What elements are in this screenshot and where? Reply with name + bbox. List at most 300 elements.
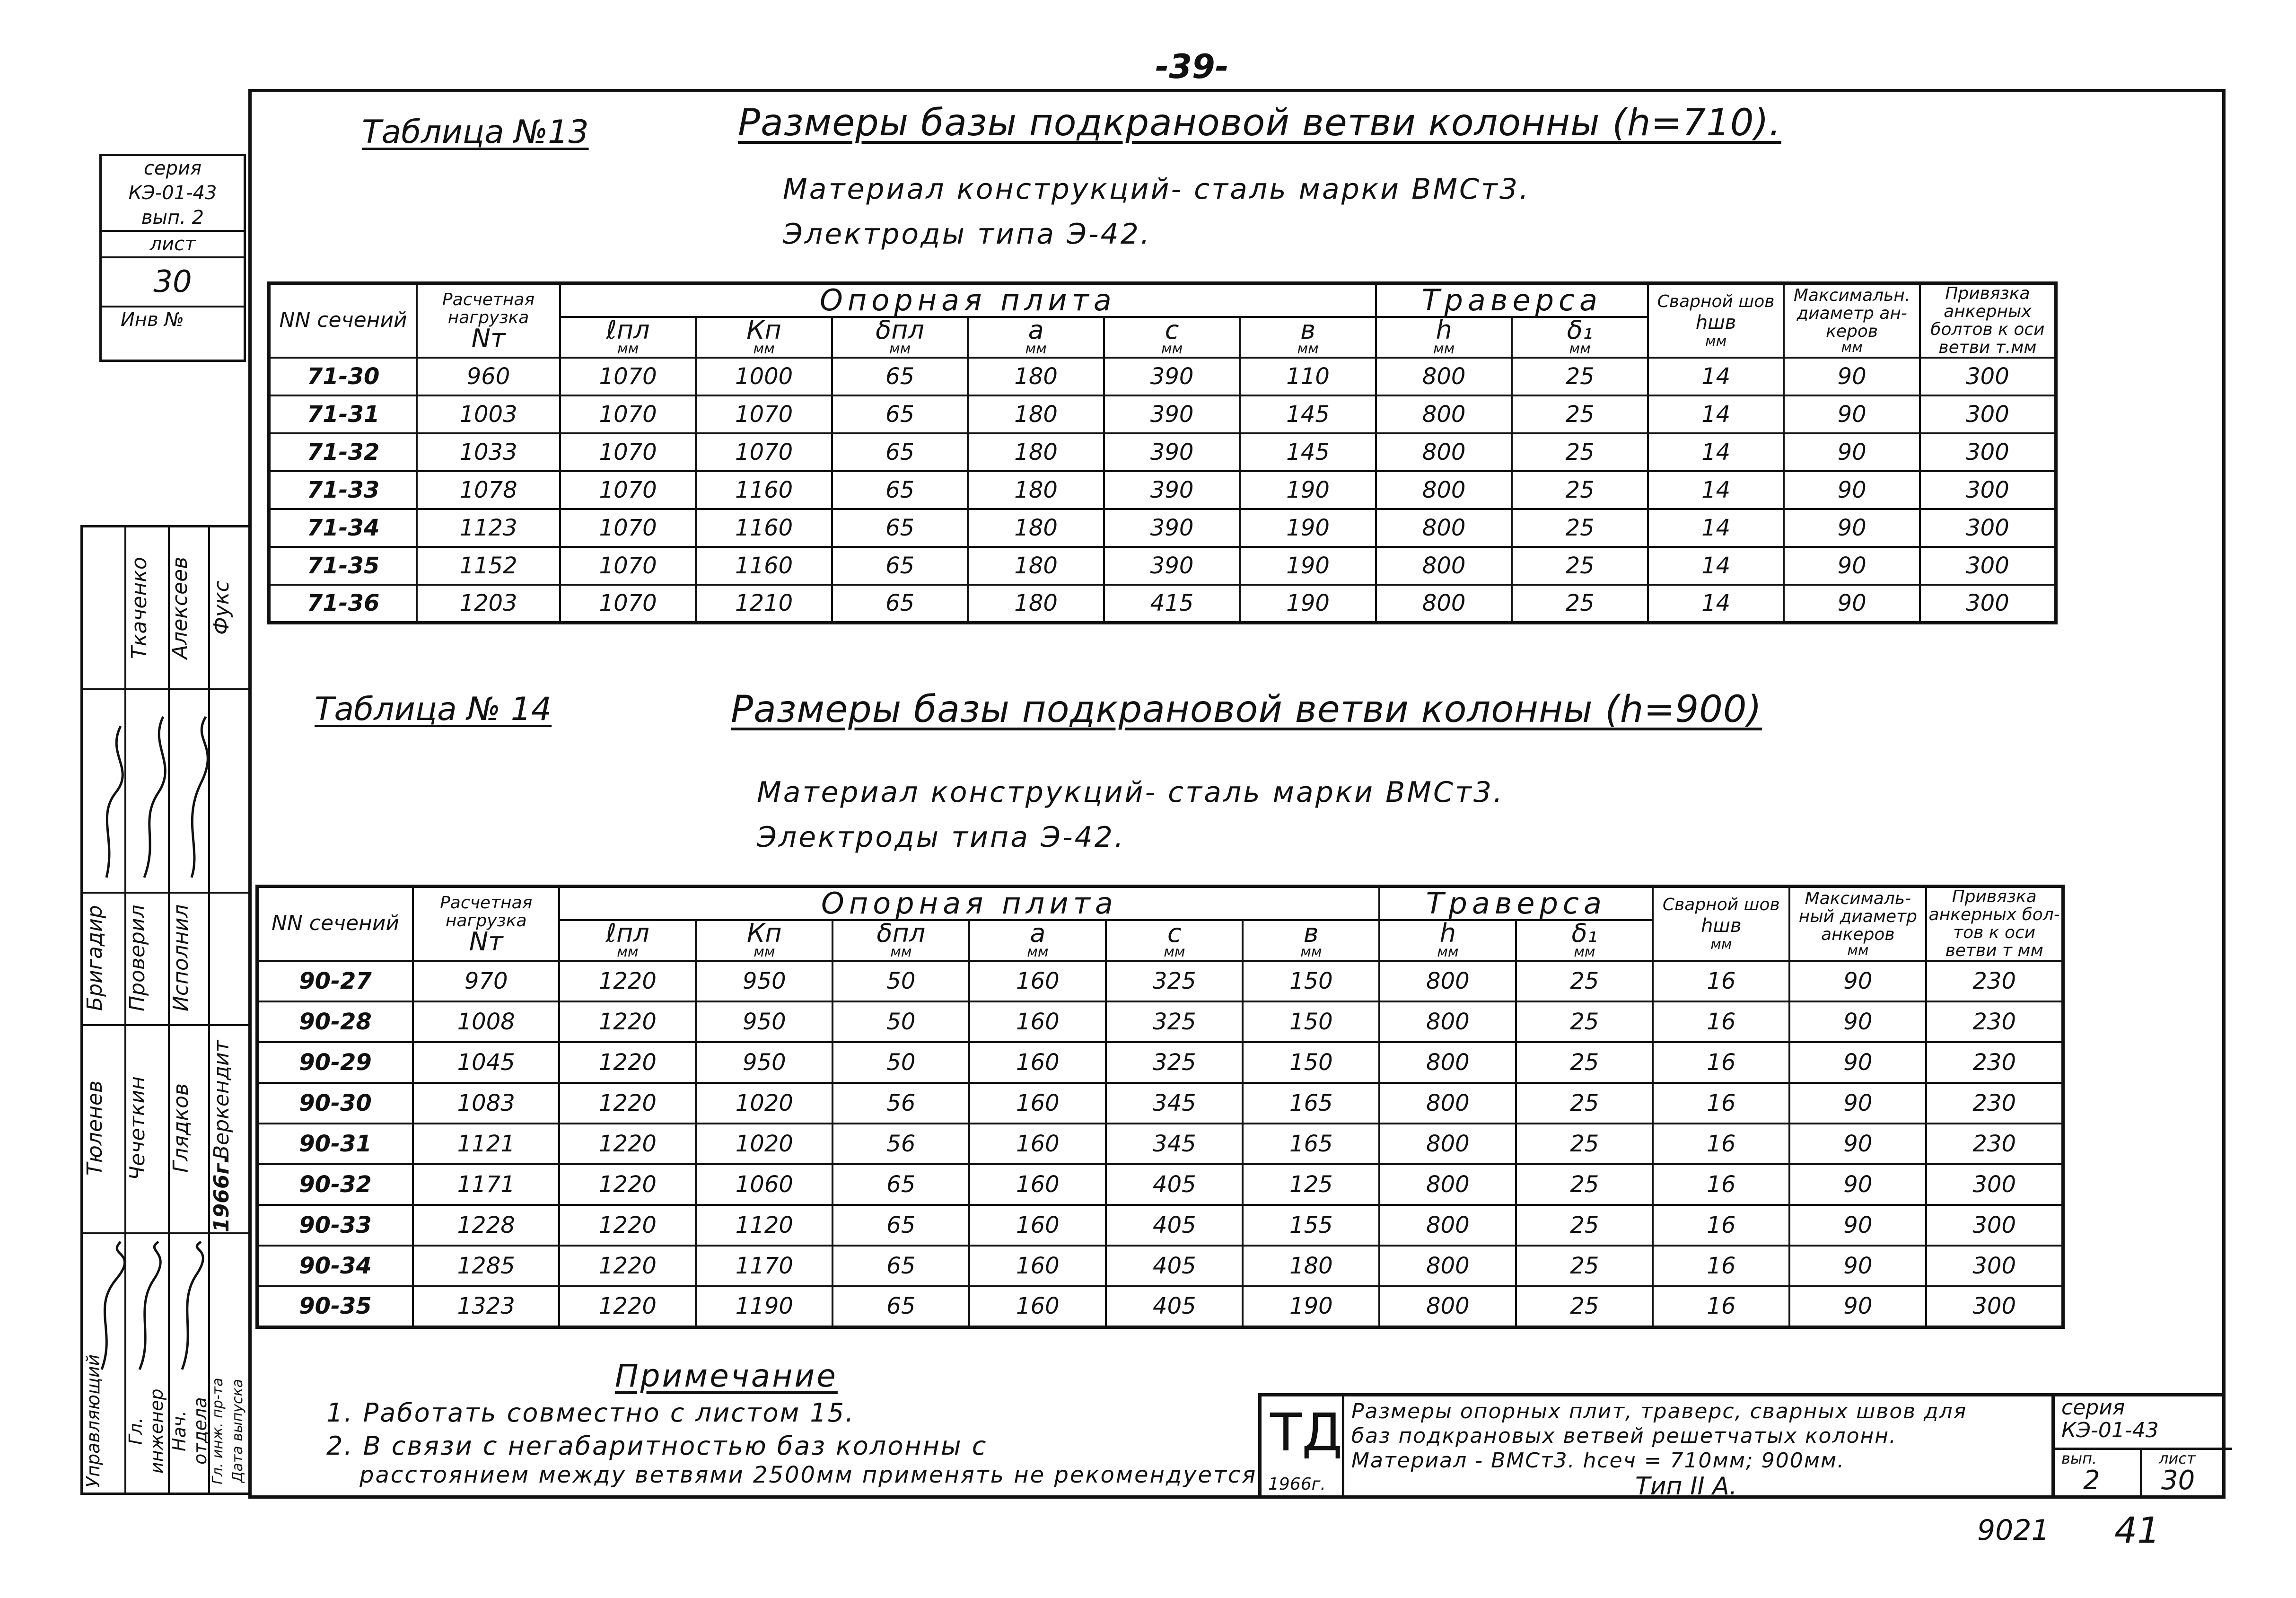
table-cell: 165 [1243, 1124, 1379, 1164]
table-cell: 14 [1648, 509, 1784, 547]
table-cell: 1070 [560, 395, 696, 433]
table-cell: 1060 [696, 1164, 833, 1205]
table-cell: 1070 [560, 509, 696, 547]
t13-h-load-sym: Nт [471, 324, 506, 353]
table-cell: 180 [968, 585, 1104, 623]
table-cell: 345 [1106, 1083, 1243, 1124]
table-row [269, 547, 2056, 585]
t14-subcol-unit-3: мм [1027, 943, 1049, 960]
t14-h-maxd-unit: мм [1847, 942, 1869, 959]
table-cell: 150 [1243, 1001, 1379, 1042]
table-cell: 1070 [696, 395, 832, 433]
table-cell: 90 [1784, 471, 1920, 509]
t14-subcol-sym-3: a [1030, 918, 1046, 948]
t14-h-weld [1653, 887, 1789, 961]
table-cell: 800 [1379, 1001, 1516, 1042]
table-cell: 300 [1920, 395, 2056, 433]
t13-h-plate: Опорная плита [560, 283, 1376, 317]
table-cell: 56 [833, 1124, 969, 1164]
table-cell: 1152 [417, 547, 560, 585]
table-cell: 405 [1106, 1205, 1243, 1246]
table-cell: 56 [833, 1083, 969, 1124]
side-role-proveril: Проверил [125, 904, 149, 1011]
table-cell: 25 [1516, 1205, 1653, 1246]
table-cell: 50 [833, 961, 969, 1001]
table-cell: 71-35 [269, 547, 417, 585]
table-cell: 65 [832, 471, 968, 509]
t13-h-maxd [1784, 283, 1920, 358]
t13-subcol-sym-4: c [1165, 315, 1179, 345]
table13-body [269, 358, 2056, 623]
td-logo [1262, 1396, 1344, 1499]
table-cell: 1210 [696, 585, 832, 623]
t14-subcol-unit-5: мм [1300, 943, 1322, 960]
table-cell: 1070 [560, 471, 696, 509]
table-cell: 1220 [559, 1124, 696, 1164]
t14-h-bind-text: Привязка анкерных бол-тов к оси ветви [1928, 887, 2060, 960]
t13-subcol-unit-1: мм [753, 340, 775, 357]
t14-subcol-sym-0: ℓпл [605, 918, 649, 948]
table-row [257, 1205, 2063, 1246]
t13-h-weld-sym: hшв [1695, 312, 1736, 334]
table-cell: 25 [1512, 547, 1648, 585]
table-cell: 390 [1104, 509, 1240, 547]
table-cell: 800 [1376, 585, 1512, 623]
t14-h-maxd [1789, 887, 1926, 961]
t13-subcol-1 [696, 317, 832, 358]
t14-subcol-2 [833, 920, 969, 961]
table-cell: 14 [1648, 395, 1784, 433]
table-cell: 180 [968, 395, 1104, 433]
table-cell: 90-32 [257, 1164, 413, 1205]
title-type: Тип II А. [1635, 1472, 1737, 1501]
side-role-nach-otdela: Нач. отдела [169, 1397, 210, 1465]
tb-sheet-value: 30 [2161, 1465, 2195, 1496]
table-cell: 1070 [560, 547, 696, 585]
t14-subcol-1 [696, 920, 833, 961]
side-role-data: Дата выпуска [229, 1379, 246, 1483]
t14-subcol-5 [1243, 920, 1379, 961]
t14-subcol-unit-6: мм [1437, 943, 1459, 960]
table-cell: 970 [413, 961, 559, 1001]
table-cell: 90 [1784, 433, 1920, 471]
table14-body [257, 961, 2063, 1327]
table-cell: 65 [832, 395, 968, 433]
table-cell: 1190 [696, 1286, 833, 1327]
table-cell: 190 [1240, 471, 1376, 509]
tb-series [2061, 1396, 2159, 1442]
table-cell: 71-31 [269, 395, 417, 433]
table-row [257, 1001, 2063, 1042]
table-cell: 800 [1376, 547, 1512, 585]
table-cell: 25 [1516, 1246, 1653, 1286]
table-cell: 1220 [559, 1164, 696, 1205]
table-cell: 180 [968, 358, 1104, 395]
side-signatures-lower [88, 1237, 244, 1379]
table-cell: 71-30 [269, 358, 417, 395]
title-block [1258, 1393, 2226, 1499]
table-cell: 300 [1926, 1246, 2063, 1286]
table-cell: 300 [1920, 509, 2056, 547]
table-cell: 160 [969, 1083, 1106, 1124]
note-2: 2. В связи с негабаритностью баз колонны с [326, 1431, 988, 1461]
t13-h-traverse: Траверса [1376, 283, 1648, 317]
table14-material: Материал конструкций- сталь марки ВМСт3. [757, 776, 1505, 809]
table-cell: 230 [1926, 1124, 2063, 1164]
side-name-chechetkin: Чечеткин [125, 1076, 149, 1180]
table-cell: 1160 [696, 547, 832, 585]
table-cell: 800 [1376, 471, 1512, 509]
table-cell: 300 [1920, 547, 2056, 585]
t13-subcol-sym-7: δ₁ [1567, 315, 1593, 345]
table-cell: 1120 [696, 1205, 833, 1246]
t13-subcol-unit-5: мм [1297, 340, 1319, 357]
table-cell: 65 [832, 547, 968, 585]
side-role-ispolnil: Исполнил [169, 904, 193, 1012]
table-cell: 71-32 [269, 433, 417, 471]
t13-h-maxd-text: Максимальн. диаметр ан-керов [1793, 286, 1910, 341]
table-cell: 90 [1784, 395, 1920, 433]
table-cell: 1323 [413, 1286, 559, 1327]
table-cell: 16 [1653, 961, 1789, 1001]
footer-code: 9021 [1977, 1514, 2050, 1547]
table-cell: 25 [1512, 395, 1648, 433]
table-cell: 16 [1653, 1124, 1789, 1164]
t13-subcol-sym-1: Кп [746, 315, 781, 345]
table-cell: 150 [1243, 1042, 1379, 1083]
t14-h-load-text: Расчетная нагрузка [440, 893, 533, 931]
side-approval-block [80, 525, 251, 1495]
table-cell: 300 [1920, 358, 2056, 395]
tb-series-value: КЭ-01-43 [2061, 1418, 2159, 1442]
side-series-label: серия [102, 154, 244, 181]
table-cell: 1220 [559, 1001, 696, 1042]
table-cell: 1033 [417, 433, 560, 471]
side-name-tkachenko: Ткаченко [127, 557, 151, 659]
t14-h-load-sym: Nт [469, 927, 503, 957]
table-cell: 950 [696, 1001, 833, 1042]
table-cell: 16 [1653, 1042, 1789, 1083]
table-cell: 800 [1379, 1042, 1516, 1083]
t13-subcol-unit-7: мм [1569, 340, 1591, 357]
table-cell: 65 [832, 585, 968, 623]
t14-h-traverse: Траверса [1379, 887, 1653, 920]
table-cell: 405 [1106, 1286, 1243, 1327]
t13-h-bind-text: Привязка анкерных болтов к оси ветви [1930, 284, 2045, 357]
tb-issue-label: вып. [2061, 1449, 2097, 1467]
t13-h-load [417, 283, 560, 358]
side-issue: вып. 2 [141, 207, 204, 228]
table-cell: 25 [1516, 1164, 1653, 1205]
side-role-upravl: Управляющий [83, 1354, 104, 1488]
table-row [269, 471, 2056, 509]
table-cell: 1070 [696, 433, 832, 471]
table-cell: 230 [1926, 961, 2063, 1001]
table-cell: 230 [1926, 1083, 2063, 1124]
t14-subcol-0 [559, 920, 696, 961]
note-2-cont: расстоянием между ветвями 2500мм применять не рекомендуется [359, 1462, 1257, 1488]
notes-heading: Примечание [615, 1358, 838, 1394]
t14-subcol-sym-4: c [1167, 918, 1182, 948]
t13-subcol-unit-0: мм [617, 340, 639, 357]
tb-series-label: серия [2061, 1396, 2125, 1420]
table-cell: 1160 [696, 509, 832, 547]
table13 [267, 281, 2058, 624]
table-cell: 150 [1243, 961, 1379, 1001]
table-row [257, 1083, 2063, 1124]
t14-subcol-sym-5: в [1303, 918, 1319, 948]
table13-caption: Таблица №13 [362, 114, 589, 151]
tb-vdivider [2140, 1448, 2142, 1499]
side-name-alekseev: Алексеев [168, 556, 192, 659]
table-row [257, 961, 2063, 1001]
table-cell: 90 [1789, 1042, 1926, 1083]
t14-h-weld-unit: мм [1710, 936, 1732, 953]
table-cell: 390 [1104, 471, 1240, 509]
table-cell: 190 [1240, 509, 1376, 547]
t13-subcol-sym-6: h [1436, 315, 1452, 345]
t14-h-load [413, 887, 559, 961]
side-role-brigadir: Бригадир [83, 905, 107, 1011]
table-cell: 800 [1379, 1286, 1516, 1327]
table-cell: 65 [833, 1205, 969, 1246]
table-cell: 390 [1104, 395, 1240, 433]
table-cell: 90-33 [257, 1205, 413, 1246]
table-cell: 300 [1926, 1286, 2063, 1327]
table13-title: Размеры базы подкрановой ветви колонны (h=710). [738, 102, 1781, 144]
t14-subcol-7 [1516, 920, 1653, 961]
side-name-glyadkov: Глядков [169, 1083, 193, 1173]
table-cell: 25 [1512, 585, 1648, 623]
side-name-verkendit: Веркендит [210, 1040, 234, 1160]
t14-h-bind [1926, 887, 2063, 961]
t13-h-sections [269, 283, 417, 358]
t13-h-bind-unit: т.мм [1995, 338, 2037, 357]
table-cell: 390 [1104, 547, 1240, 585]
side-role-gl-inzh: Гл. инженер [125, 1388, 167, 1474]
table-cell: 65 [832, 358, 968, 395]
table-cell: 325 [1106, 1042, 1243, 1083]
table-cell: 50 [833, 1001, 969, 1042]
table-cell: 25 [1512, 433, 1648, 471]
table-cell: 345 [1106, 1124, 1243, 1164]
table-cell: 800 [1376, 509, 1512, 547]
table-cell: 90 [1784, 585, 1920, 623]
table-cell: 160 [969, 1164, 1106, 1205]
t13-subcol-unit-4: мм [1161, 340, 1183, 357]
td-logo-mark: ТД [1270, 1402, 1343, 1463]
t13-subcol-sym-0: ℓпл [606, 315, 650, 345]
table-cell: 65 [832, 509, 968, 547]
t13-subcol-4 [1104, 317, 1240, 358]
table-cell: 155 [1243, 1205, 1379, 1246]
side-inv-label: Инв № [102, 307, 244, 362]
table-cell: 71-33 [269, 471, 417, 509]
td-logo-year: 1966г. [1268, 1475, 1326, 1494]
side-stamp [99, 154, 246, 362]
table-cell: 16 [1653, 1286, 1789, 1327]
title-series-block [2051, 1396, 2232, 1499]
t13-subcol-3 [968, 317, 1104, 358]
title-line-2: баз подкрановых ветвей решетчатых колонн. [1351, 1424, 1897, 1448]
t13-h-sections-text: NN сечений [279, 307, 407, 332]
t14-h-weld-text: Сварной шов [1662, 895, 1780, 914]
table13-material: Материал конструкций- сталь марки ВМСт3. [783, 173, 1531, 206]
table-cell: 180 [968, 547, 1104, 585]
table-cell: 405 [1106, 1164, 1243, 1205]
table-cell: 65 [833, 1246, 969, 1286]
table-cell: 1220 [559, 1205, 696, 1246]
table-cell: 25 [1516, 1083, 1653, 1124]
table14-title: Размеры базы подкрановой ветви колонны (h=900) [731, 688, 1762, 731]
t14-subcol-sym-7: δ₁ [1571, 918, 1598, 948]
t14-subcol-4 [1106, 920, 1243, 961]
t14-h-sections-text: NN сечений [271, 911, 400, 935]
table-cell: 160 [969, 1124, 1106, 1164]
t14-subcol-unit-0: мм [617, 943, 639, 960]
tb-issue-value: 2 [2083, 1465, 2100, 1496]
table-cell: 160 [969, 1286, 1106, 1327]
side-signatures-upper [88, 698, 244, 887]
table-cell: 1070 [560, 585, 696, 623]
table-row [269, 358, 2056, 395]
table-cell: 90 [1789, 1083, 1926, 1124]
table-cell: 90 [1789, 1001, 1926, 1042]
t14-subcol-unit-4: мм [1164, 943, 1185, 960]
table-cell: 1045 [413, 1042, 559, 1083]
table-cell: 160 [969, 1246, 1106, 1286]
table-cell: 90-29 [257, 1042, 413, 1083]
table-cell: 50 [833, 1042, 969, 1083]
table-cell: 180 [968, 471, 1104, 509]
table-cell: 14 [1648, 433, 1784, 471]
table-cell: 415 [1104, 585, 1240, 623]
table-cell: 16 [1653, 1246, 1789, 1286]
table-cell: 25 [1516, 961, 1653, 1001]
table-row [257, 1042, 2063, 1083]
table-cell: 800 [1379, 1083, 1516, 1124]
table-cell: 300 [1920, 471, 2056, 509]
t14-h-sections [257, 887, 413, 961]
table-cell: 390 [1104, 358, 1240, 395]
table-cell: 1070 [560, 433, 696, 471]
table-cell: 800 [1376, 358, 1512, 395]
table-cell: 1000 [696, 358, 832, 395]
table-cell: 25 [1516, 1001, 1653, 1042]
side-sheet-number: 30 [102, 256, 244, 307]
t13-subcol-unit-6: мм [1433, 340, 1455, 357]
table-cell: 14 [1648, 547, 1784, 585]
table-cell: 71-36 [269, 585, 417, 623]
table-cell: 180 [968, 509, 1104, 547]
table-cell: 90-31 [257, 1124, 413, 1164]
table-cell: 960 [417, 358, 560, 395]
table-cell: 1220 [559, 961, 696, 1001]
table14 [255, 885, 2065, 1329]
table-cell: 230 [1926, 1001, 2063, 1042]
table-cell: 90 [1789, 1205, 1926, 1246]
table-cell: 90-28 [257, 1001, 413, 1042]
table-cell: 90-27 [257, 961, 413, 1001]
table-cell: 190 [1243, 1286, 1379, 1327]
table-cell: 300 [1926, 1164, 2063, 1205]
table-cell: 1220 [559, 1083, 696, 1124]
t13-subcol-unit-3: мм [1025, 340, 1047, 357]
table-cell: 90 [1789, 961, 1926, 1001]
t13-subcol-5 [1240, 317, 1376, 358]
table-cell: 90 [1784, 358, 1920, 395]
table-row [257, 1164, 2063, 1205]
table-cell: 90 [1789, 1286, 1926, 1327]
t14-h-plate: Опорная плита [559, 887, 1379, 920]
table-cell: 405 [1106, 1246, 1243, 1286]
table-cell: 160 [969, 1001, 1106, 1042]
table-cell: 390 [1104, 433, 1240, 471]
t13-subcol-sym-2: δпл [876, 315, 925, 345]
t13-subcol-7 [1512, 317, 1648, 358]
table-cell: 90 [1789, 1124, 1926, 1164]
table-cell: 800 [1376, 395, 1512, 433]
table-cell: 950 [696, 1042, 833, 1083]
table-cell: 1228 [413, 1205, 559, 1246]
table-cell: 300 [1920, 585, 2056, 623]
table-cell: 25 [1512, 471, 1648, 509]
t13-h-weld [1648, 283, 1784, 358]
table-cell: 1123 [417, 509, 560, 547]
title-line-3: Материал - ВМСт3. hсеч = 710мм; 900мм. [1351, 1449, 1845, 1473]
table-cell: 145 [1240, 433, 1376, 471]
table-cell: 1008 [413, 1001, 559, 1042]
t13-subcol-sym-5: в [1300, 315, 1316, 345]
table-cell: 800 [1379, 1164, 1516, 1205]
table-cell: 180 [1243, 1246, 1379, 1286]
table-cell: 65 [832, 433, 968, 471]
table-cell: 300 [1926, 1205, 2063, 1246]
table-cell: 800 [1376, 433, 1512, 471]
t13-h-load-text: Расчетная нагрузка [442, 290, 535, 327]
table-cell: 1078 [417, 471, 560, 509]
t14-subcol-3 [969, 920, 1106, 961]
table-cell: 65 [833, 1164, 969, 1205]
table-cell: 1160 [696, 471, 832, 509]
t14-subcol-sym-2: δпл [876, 918, 926, 948]
t14-h-bind-unit: т мм [2002, 941, 2043, 960]
side-sheet-label: лист [102, 230, 244, 256]
t13-h-maxd-unit: мм [1841, 339, 1863, 356]
table-cell: 180 [968, 433, 1104, 471]
table-cell: 1020 [696, 1083, 833, 1124]
table-row [269, 585, 2056, 623]
side-role-gl-inzh-pr: Гл. инж. пр-та [210, 1378, 226, 1484]
title-line-1: Размеры опорных плит, траверс, сварных швов для [1351, 1399, 1967, 1423]
t14-subcol-6 [1379, 920, 1516, 961]
t13-h-weld-unit: мм [1705, 333, 1727, 350]
table-cell: 90-34 [257, 1246, 413, 1286]
table-row [269, 433, 2056, 471]
table-cell: 1220 [559, 1246, 696, 1286]
table-cell: 14 [1648, 358, 1784, 395]
table-cell: 230 [1926, 1042, 2063, 1083]
table-cell: 1203 [417, 585, 560, 623]
table14-electrodes: Электроды типа Э-42. [757, 821, 1126, 854]
side-name-fuks: Фукс [210, 580, 234, 635]
table-cell: 90 [1784, 509, 1920, 547]
t14-subcol-sym-1: Кп [747, 918, 782, 948]
table-cell: 1070 [560, 358, 696, 395]
t14-h-maxd-text: Максималь-ный диаметр анкеров [1798, 889, 1917, 944]
table-cell: 145 [1240, 395, 1376, 433]
t13-h-bind [1920, 283, 2056, 358]
